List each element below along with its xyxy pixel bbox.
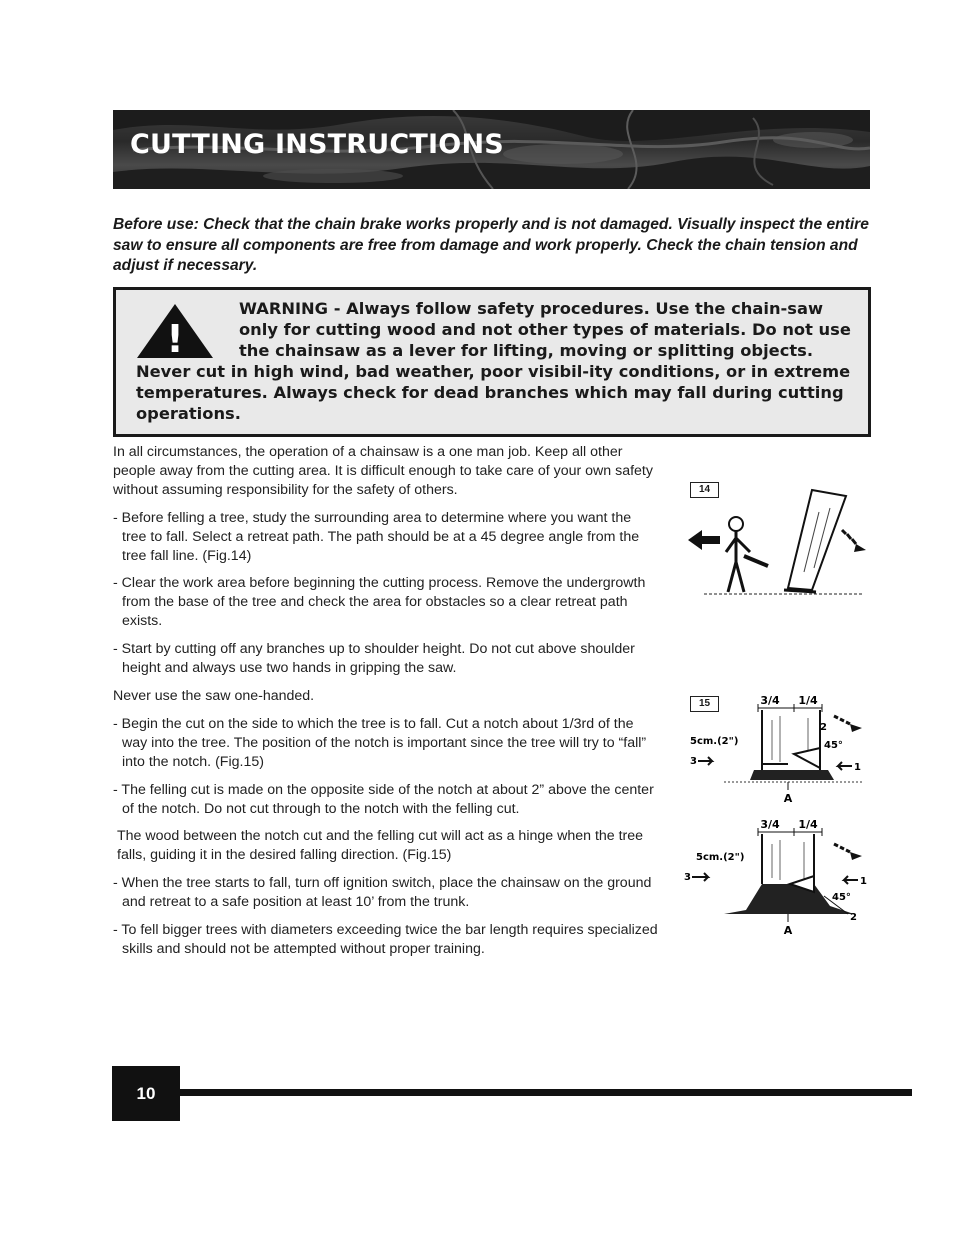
figure-15-bottom-diagram — [684, 814, 870, 938]
header-banner — [113, 110, 870, 189]
fig15-top-dim: 5cm.(2") — [690, 736, 739, 747]
fig15-top-n1: 1 — [854, 762, 861, 773]
fig15-top-n2: 2 — [820, 722, 827, 733]
paragraph-one-man-job: In all circumstances, the operation of a chainsaw is a one man job. Keep all other people away from the cutting area. It is difficult enough to take care of your own safety without assuming responsibility for the safety of others. — [113, 444, 653, 498]
page-number: 10 — [112, 1066, 180, 1121]
warning-box — [113, 287, 871, 437]
intro-note: Before use: Check that the chain brake works properly and is not damaged. Visually inspect the entire saw to ensure all components are free from damage and work properly. Check the chain tension and adjust if necessary. — [113, 216, 869, 274]
bullet-tree-falls: - When the tree starts to fall, turn off ignition switch, place the chainsaw on the ground and retreat to a safe position at least 10’ from the trunk. — [113, 875, 652, 911]
page-title: CUTTING INSTRUCTIONS — [130, 129, 504, 160]
bullet-study-area: - Before felling a tree, study the surrounding area to determine where you want the tree to fall. Select a retreat path. The path should be at a 45 degree angle from the tree fall line. (Fig.14) — [113, 509, 640, 564]
fig15-top-angle: 45° — [824, 740, 843, 751]
fig15-top-a: A — [783, 792, 793, 805]
fig15-bottom-n1: 1 — [860, 876, 867, 887]
fig15-top-frac-b: 1/4 — [798, 694, 818, 707]
icon-spacer — [136, 298, 239, 361]
bullet-clear-area: - Clear the work area before beginning the cutting process. Remove the undergrowth from the base of the tree and check the area for obstacles so a clear retreat path exists. — [113, 575, 646, 630]
fig15-bottom-angle: 45° — [832, 892, 851, 903]
bullet-branches: - Start by cutting off any branches up to shoulder height. Do not cut above shoulder height and always use two hands in gripping the saw. — [113, 641, 635, 677]
paragraph-one-handed: Never use the saw one-handed. — [113, 687, 315, 704]
fig15-bottom-a: A — [783, 924, 793, 937]
figure-14-label: 14 — [690, 482, 719, 498]
figure-15-top-diagram — [684, 690, 870, 806]
fig15-bottom-n3: 3 — [684, 872, 691, 883]
warning-text: WARNING - Always follow safety procedures. Use the chain-saw only for cutting wood and not other types of materials. Do not use the chainsaw as a lever for lifting, moving or splitting objects. Never cut in high wind, bad weather, poor visibil-ity conditions, or in extreme temperatures. Always check for dead branches which may fall during cutting operations. — [136, 299, 851, 423]
bullet-felling-cut: - The felling cut is made on the opposite side of the notch at about 2” above the center of the notch. Do not cut through to the notch with the felling cut. — [113, 781, 654, 817]
figure-15-label: 15 — [690, 696, 719, 712]
figure-14-illustration — [684, 482, 870, 602]
bullet-bigger-trees: - To fell bigger trees with diameters exceeding twice the bar length requires specialized skills and should not be attempted without proper training. — [113, 922, 658, 957]
bullet-notch: - Begin the cut on the side to which the tree is to fall. Cut a notch about 1/3rd of the way into the tree. The position of the notch is important since the tree will try to “fall” into the notch. (Fig.15) — [113, 715, 647, 770]
warning-text-block — [136, 298, 856, 424]
fig15-bottom-dim: 5cm.(2") — [696, 852, 745, 863]
fig15-top-n3: 3 — [690, 756, 697, 767]
fig15-bottom-frac-a: 3/4 — [760, 818, 780, 831]
body-column — [113, 443, 658, 968]
footer-rule — [180, 1089, 912, 1096]
fig15-top-frac-a: 3/4 — [760, 694, 780, 707]
fig15-bottom-frac-b: 1/4 — [798, 818, 818, 831]
fig15-bottom-n2: 2 — [850, 912, 857, 923]
warning-symbol: ! — [166, 317, 184, 360]
paragraph-hinge: The wood between the notch cut and the felling cut will act as a hinge when the tree falls, guiding it in the desired falling direction. (Fig.15) — [117, 828, 644, 864]
